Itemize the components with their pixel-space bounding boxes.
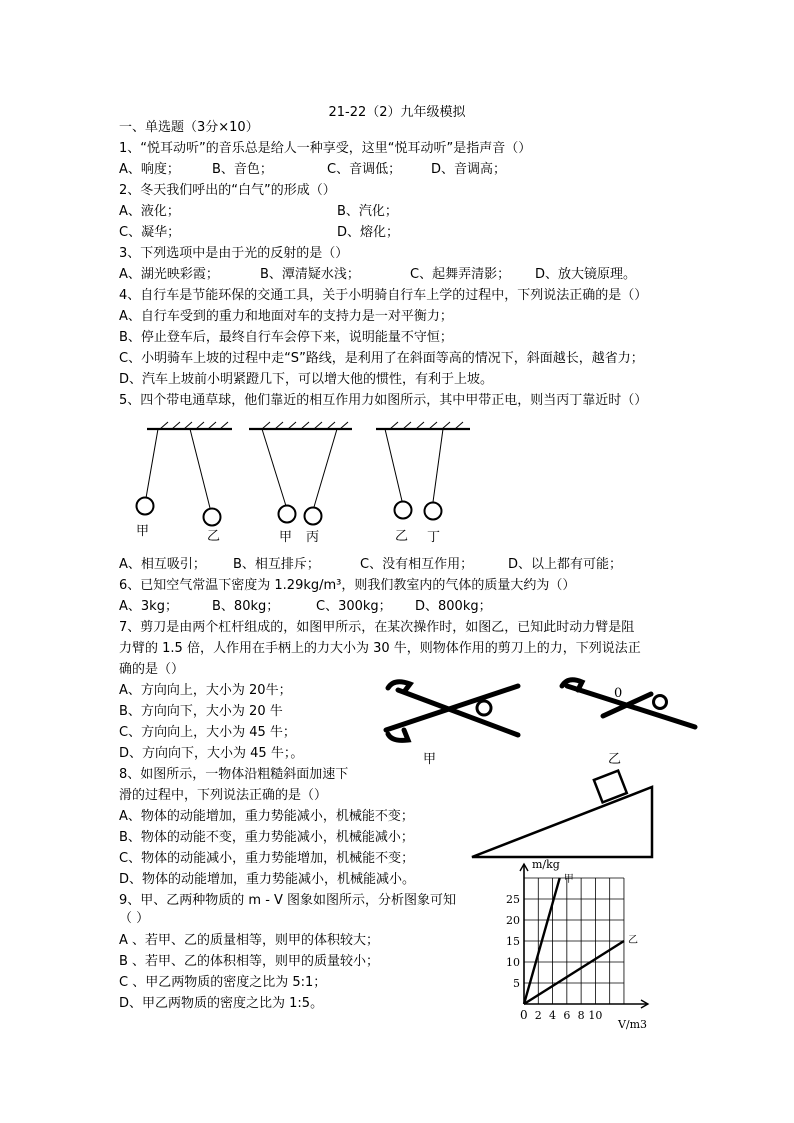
- q9-option-d: D、甲乙两物质的密度之比为 1:5。: [119, 996, 324, 1011]
- q9-stem-line1: 9、甲、乙两种物质的 m - V 图象如图所示，分析图象可知: [119, 893, 457, 908]
- q7-option-d: D、方向向下，大小为 45 牛；。: [119, 746, 304, 761]
- series-label-0: 甲: [563, 874, 574, 885]
- q3-option-c: C、起舞弄清影；: [410, 267, 511, 282]
- q6-option-c: C、300kg；: [316, 599, 392, 614]
- q2-option-a: A、液化；: [119, 204, 180, 219]
- q7-option-a: A、方向向上，大小为 20牛；: [119, 683, 292, 698]
- x-tick-label: 10: [588, 1009, 603, 1022]
- origin-label: 0: [520, 1008, 528, 1022]
- q9-option-c: C 、甲乙两物质的密度之比为 5:1；: [119, 975, 327, 990]
- q9-mv-chart: [500, 858, 700, 1032]
- q8-option-a: A、物体的动能增加，重力势能减小，机械能不变；: [119, 809, 414, 824]
- q2-option-d: D、熔化；: [337, 225, 400, 240]
- label-jia-2: 甲: [279, 530, 293, 545]
- q4-option-c: C、小明骑车上坡的过程中走“S”路线，是利用了在斜面等高的情况下，斜面越长，越省力；: [119, 351, 644, 366]
- page-title: 21-22（2）九年级模拟: [328, 105, 466, 120]
- q4-option-b: B、停止登车后，最终自行车会停下来，说明能量不守恒；: [119, 330, 453, 345]
- q5-option-c: C、没有相互作用；: [360, 557, 474, 572]
- scissors-label-jia: 甲: [423, 752, 437, 767]
- q5-stem: 5、四个带电通草球，他们靠近的相互作用力如图所示，其中甲带正电，则当丙丁靠近时（）: [119, 393, 648, 408]
- section-heading: 一、单选题（3分×10）: [119, 120, 259, 135]
- label-jia-1: 甲: [136, 524, 150, 539]
- q6-option-b: B、80kg；: [212, 599, 280, 614]
- y-tick-label: 25: [506, 893, 520, 906]
- q7-option-c: C、方向向上，大小为 45 牛；: [119, 725, 296, 740]
- q1-option-c: C、音调低；: [327, 162, 402, 177]
- q8-option-d: D、物体的动能增加，重力势能减小，机械能减小。: [119, 872, 416, 887]
- y-tick-label: 10: [506, 956, 520, 969]
- q5-option-d: D、以上都有可能；: [508, 557, 623, 572]
- q7-stem-line2: 力臂的 1.5 倍，人作用在手柄上的力大小为 30 牛，则物体作用的剪刀上的力，下列说法正: [119, 641, 641, 656]
- q8-stem-line2: 滑的过程中，下列说法正确的是（）: [119, 788, 328, 803]
- q3-option-d: D、放大镜原理。: [535, 267, 637, 282]
- pivot-label: 0: [614, 686, 623, 701]
- q8-option-b: B、物体的动能不变，重力势能减小，机械能减小；: [119, 830, 414, 845]
- q3-option-a: A、湖光映彩霞；: [119, 267, 219, 282]
- q7-stem-line3: 确的是（）: [119, 662, 185, 677]
- label-yi-2: 乙: [395, 529, 409, 544]
- q3-option-b: B、潭清疑水浅；: [260, 267, 360, 282]
- q6-option-a: A、3kg；: [119, 599, 178, 614]
- q5-option-b: B、相互排斥；: [233, 557, 320, 572]
- label-ding: 丁: [427, 530, 441, 545]
- q7-stem-line1: 7、剪刀是由两个杠杆组成的，如图甲所示，在某次操作时，如图乙，已知此时动力臂是阻: [119, 620, 635, 635]
- q1-option-b: B、音色；: [212, 162, 273, 177]
- q7-option-b: B、方向向下，大小为 20 牛: [119, 704, 283, 719]
- q4-option-d: D、汽车上坡前小明紧蹬几下，可以增大他的惯性，有利于上坡。: [119, 372, 494, 387]
- q2-stem: 2、冬天我们呼出的“白气”的形成（）: [119, 183, 336, 198]
- x-tick-label: 2: [534, 1009, 542, 1022]
- q1-option-d: D、音调高；: [431, 162, 507, 177]
- y-tick-label: 20: [506, 914, 520, 927]
- q2-option-b: B、汽化；: [337, 204, 398, 219]
- q9-option-a: A 、若甲、乙的质量相等，则甲的体积较大；: [119, 933, 380, 948]
- q3-stem: 3、下列选项中是由于光的反射的是（）: [119, 246, 349, 261]
- q1-stem: 1、“悦耳动听”的音乐总是给人一种享受，这里“悦耳动听”是指声音（）: [119, 141, 532, 156]
- q8-option-c: C、物体的动能减小，重力势能增加，机械能不变；: [119, 851, 415, 866]
- x-tick-label: 6: [563, 1009, 571, 1022]
- q1-option-a: A、响度；: [119, 162, 180, 177]
- q4-stem: 4、自行车是节能环保的交通工具，关于小明骑自行车上学的过程中，下列说法正确的是（）: [119, 288, 648, 303]
- q8-stem-line1: 8、如图所示，一物体沿粗糙斜面加速下: [119, 767, 349, 782]
- y-axis-label: m/kg: [532, 858, 560, 871]
- label-bing: 丙: [306, 530, 320, 545]
- q5-option-a: A、相互吸引；: [119, 557, 206, 572]
- y-tick-label: 5: [513, 977, 520, 990]
- y-tick-label: 15: [506, 935, 520, 948]
- q6-stem: 6、已知空气常温下密度为 1.29kg/m³，则我们教室内的气体的质量大约为（）: [119, 578, 576, 593]
- q4-option-a: A、自行车受到的重力和地面对车的支持力是一对平衡力；: [119, 309, 453, 324]
- q2-option-c: C、凝华；: [119, 225, 181, 240]
- x-axis-label: V/m3: [617, 1018, 648, 1031]
- label-yi-1: 乙: [207, 529, 221, 544]
- q6-option-d: D、800kg；: [415, 599, 492, 614]
- x-tick-label: 4: [549, 1009, 557, 1022]
- q9-option-b: B 、若甲、乙的体积相等，则甲的质量较小；: [119, 954, 380, 969]
- scissors-label-yi: 乙: [608, 752, 622, 767]
- x-tick-label: 8: [577, 1009, 585, 1022]
- q9-stem-line2: （ ）: [119, 911, 150, 926]
- series-label-1: 乙: [627, 935, 638, 946]
